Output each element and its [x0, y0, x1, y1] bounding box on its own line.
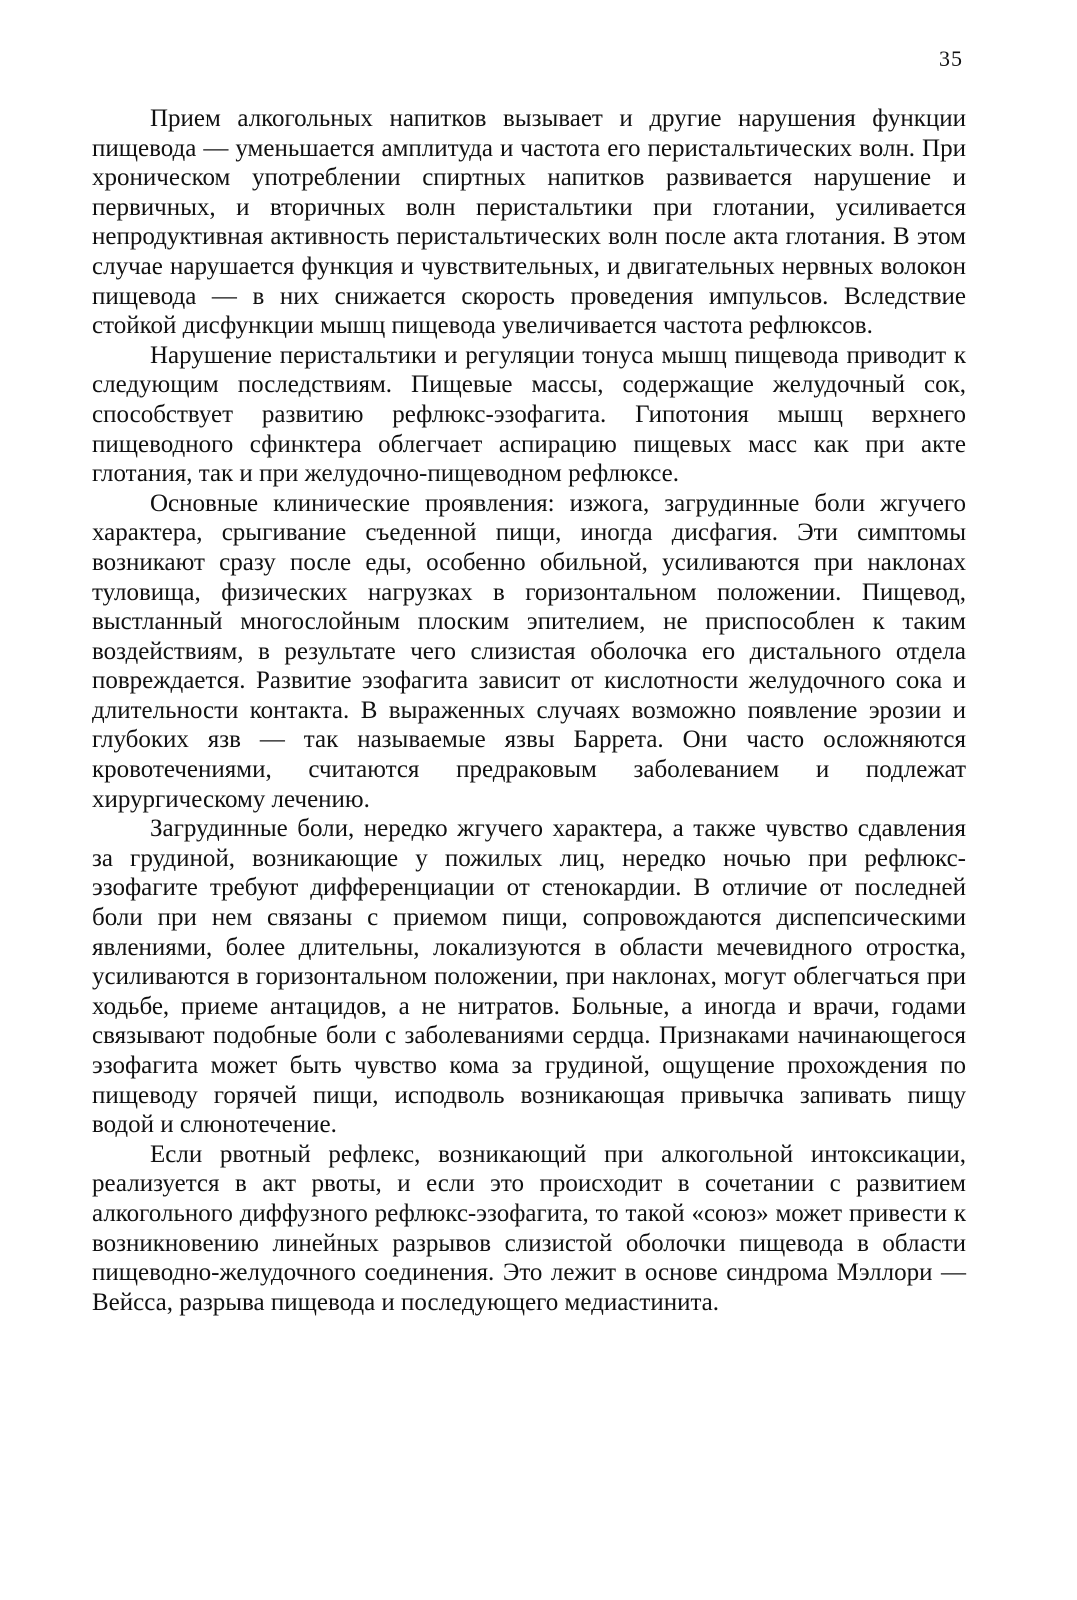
page-body: [92, 104, 966, 1317]
paragraph-clinical-manifestations: Основные клинические проявления: изжога, загрудинные боли жгучего характера, срыгивание съеденной пищи, иногда дисфагия. Эти симптомы возникают сразу после еды, особенно обильной, усиливаются при наклонах туловища, физических нагрузках в горизонтальном положении. Пищевод, выстланный многослойным плоским эпителием, не приспособлен к таким воздействиям, в результате чего слизистая оболочка его дистального отдела повреждается. Развитие эзофагита зависит от кислотности желудочного сока и длительности контакта. В выраженных случаях возможно появление эрозии и глубоких язв — так называемые язвы Баррета. Они часто осложняются кровотечениями, считаются предраковым заболеванием и подлежат хирургическому лечению.: [92, 489, 966, 813]
paragraph-peristalsis-consequences: Нарушение перистальтики и регуляции тонуса мышц пищевода приводит к следующим последствиям. Пищевые массы, содержащие желудочный сок, способствует развитию рефлюкс-эзофагита. Гипотония мышц верхнего пищеводного сфинктера облегчает аспирацию пищевых масс как при акте глотания, так и при желудочно-пищеводном рефлюксе.: [92, 341, 966, 488]
paragraph-mallory-weiss: Если рвотный рефлекс, возникающий при алкогольной интоксикации, реализуется в акт рвоты, и если это происходит в сочетании с развитием алкогольного диффузного рефлюкс-эзофагита, то такой «союз» может привести к возникновению линейных разрывов слизистой оболочки пищевода в области пищеводно-желудочного соединения. Это лежит в основе синдрома Мэллори — Вейсса, разрыва пищевода и последующего медиастинита.: [92, 1140, 966, 1316]
paragraph-alcohol-esophagus-motility: Прием алкогольных напитков вызывает и другие нарушения функции пищевода — уменьшается амплитуда и частота его перистальтических волн. При хроническом употреблении спиртных напитков развивается нарушение и первичных, и вторичных волн перистальтики при глотании, усиливается непродуктивная активность перистальтических волн после акта глотания. В этом случае нарушается функция и чувствительных, и двигательных нервных волокон пищевода — в них снижается скорость проведения импульсов. Вследствие стойкой дисфункции мышц пищевода увеличивается частота рефлюксов.: [92, 105, 966, 340]
paragraph-differential-diagnosis: Загрудинные боли, нередко жгучего характера, а также чувство сдавления за грудиной, возникающие у пожилых лиц, нередко ночью при рефлюкс-эзофагите требуют дифференциации от стенокардии. В отличие от последней боли при нем связаны с приемом пищи, сопровождаются диспепсическими явлениями, более длительны, локализуются в области мечевидного отростка, усиливаются в горизонтальном положении, при наклонах, могут облегчаться при ходьбе, приеме антацидов, а не нитратов. Больные, а иногда и врачи, годами связывают подобные боли с заболеваниями сердца. Признаками начинающегося эзофагита может быть чувство кома за грудиной, ощущение прохождения по пищеводу горячей пищи, исподволь возникающая привычка запивать пищу водой и слюнотечение.: [92, 815, 966, 1139]
page-number: 35: [939, 46, 963, 71]
